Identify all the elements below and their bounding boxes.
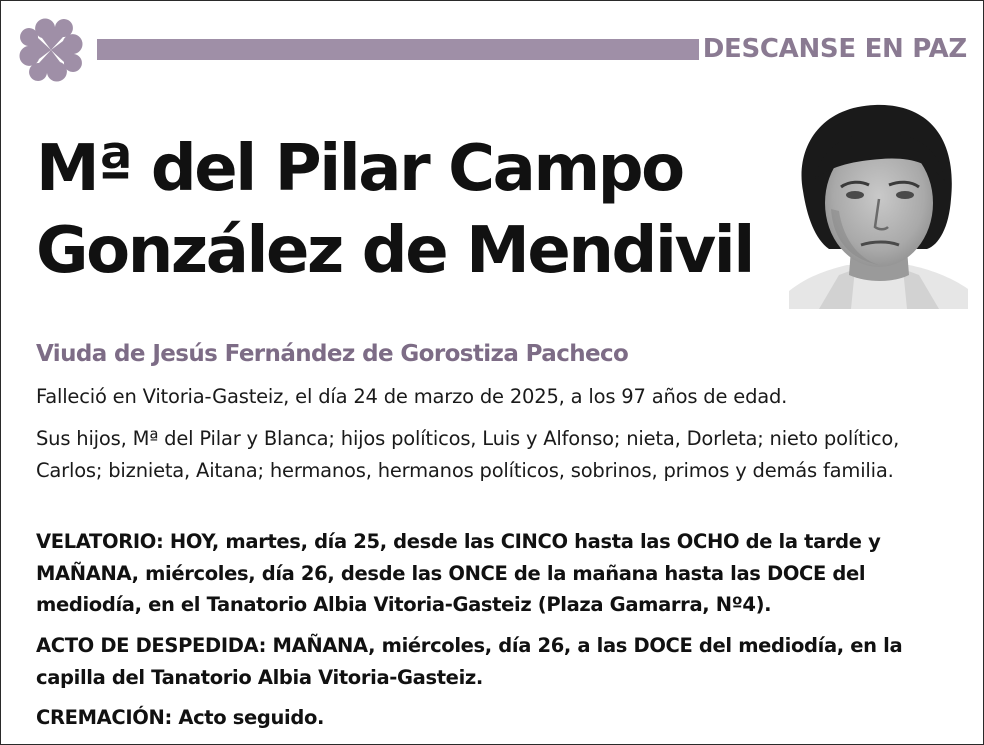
family-members: Sus hijos, Mª del Pilar y Blanca; hijos políticos, Luis y Alfonso; nieta, Dorleta; nieto político, Carlos; biznieta, Aitana; hermanos, hermanos políticos, sobrinos, primos y demás familia. — [36, 427, 900, 482]
deceased-name-line-2: González de Mendivil — [36, 214, 753, 288]
portrait-photo — [789, 99, 968, 309]
lauburu-icon — [14, 13, 88, 87]
header-label: DESCANSE EN PAZ — [702, 34, 967, 64]
deceased-name — [36, 128, 776, 292]
cremation-details: CREMACIÓN: Acto seguido. — [36, 706, 325, 729]
widow-of: Viuda de Jesús Fernández de Gorostiza Pacheco — [36, 341, 629, 367]
wake-details: VELATORIO: HOY, martes, día 25, desde las CINCO hasta las OCHO de la tarde y MAÑANA, miércoles, día 26, desde las ONCE de la mañana hasta las DOCE del mediodía, en el Tanatorio Albia Vitoria-Gasteiz (Plaza Gamarra, Nº4). — [36, 530, 881, 616]
header-bar — [97, 39, 699, 60]
deceased-name-line-1: Mª del Pilar Campo — [36, 132, 683, 206]
farewell-details: ACTO DE DESPEDIDA: MAÑANA, miércoles, día 26, a las DOCE del mediodía, en la capilla del Tanatorio Albia Vitoria-Gasteiz. — [36, 634, 903, 689]
death-announcement: Falleció en Vitoria-Gasteiz, el día 24 de marzo de 2025, a los 97 años de edad. — [36, 385, 788, 408]
